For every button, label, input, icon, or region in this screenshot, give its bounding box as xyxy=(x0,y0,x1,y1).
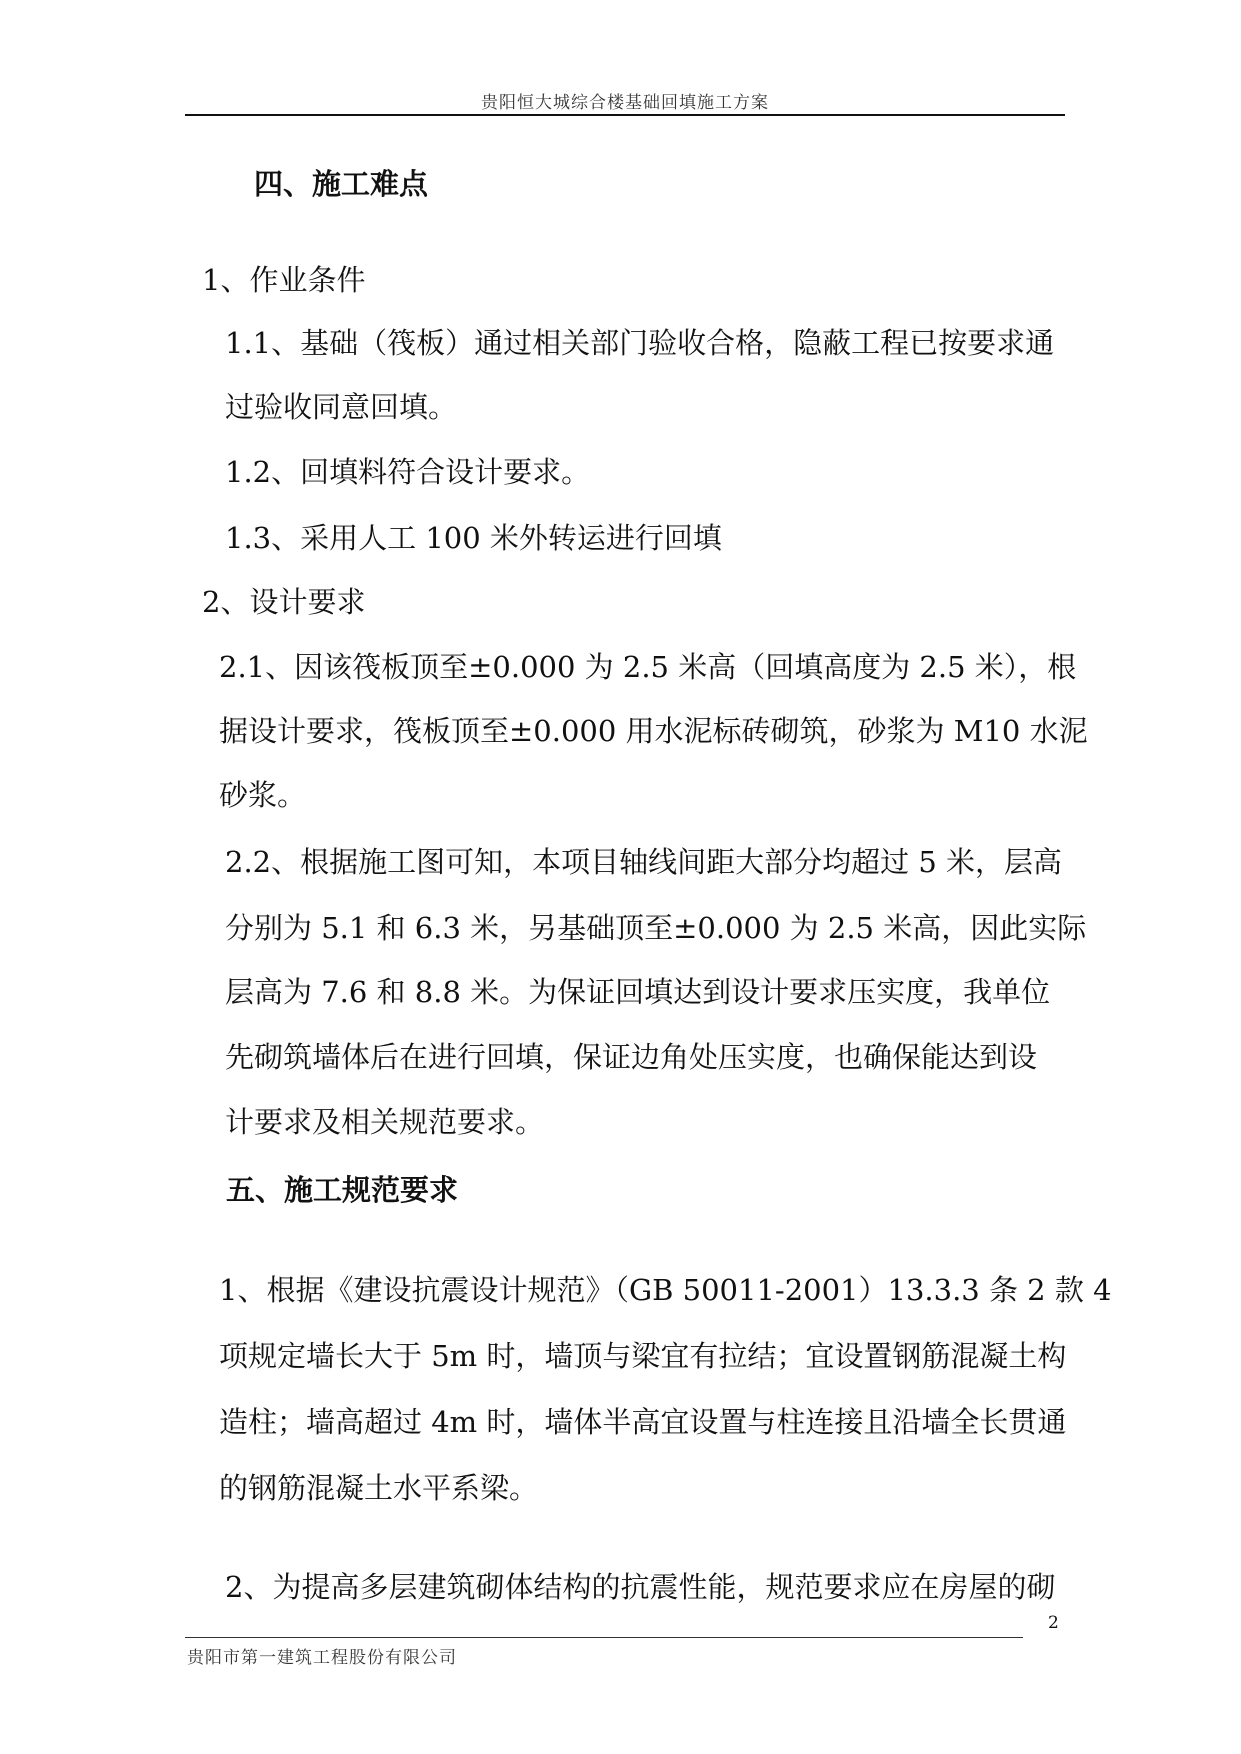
para-1-1-line2: 过验收同意回填。 xyxy=(225,390,458,424)
para-2-2-line5: 计要求及相关规范要求。 xyxy=(225,1105,545,1139)
section-4-heading: 四、施工难点 xyxy=(254,167,429,201)
page-header-title: 贵阳恒大城综合楼基础回填施工方案 xyxy=(481,93,769,113)
s5-para-1-line2: 项规定墙长大于 5m 时，墙顶与梁宜有拉结；宜设置钢筋混凝土构 xyxy=(219,1339,1067,1373)
footer-company: 贵阳市第一建筑工程股份有限公司 xyxy=(187,1648,457,1668)
s5-para-1-line1: 1、根据《建设抗震设计规范》（GB 50011-2001）13.3.3 条 2 款 4 xyxy=(219,1273,1112,1307)
para-2-1-line1: 2.1、因该筏板顶至±0.000 为 2.5 米高（回填高度为 2.5 米），根 xyxy=(219,650,1077,684)
item-1-title: 1、作业条件 xyxy=(202,263,366,297)
para-2-1-line2: 据设计要求，筏板顶至±0.000 用水泥标砖砌筑，砂浆为 M10 水泥 xyxy=(219,714,1088,748)
header-rule xyxy=(185,114,1065,116)
section-5-heading: 五、施工规范要求 xyxy=(226,1173,459,1207)
s5-para-2-line1: 2、为提高多层建筑砌体结构的抗震性能，规范要求应在房屋的砌 xyxy=(225,1570,1056,1604)
para-1-3: 1.3、采用人工 100 米外转运进行回填 xyxy=(225,521,722,555)
para-2-1-line3: 砂浆。 xyxy=(219,778,307,812)
para-2-2-line1: 2.2、根据施工图可知，本项目轴线间距大部分均超过 5 米，层高 xyxy=(225,845,1063,879)
item-2-title: 2、设计要求 xyxy=(202,585,366,619)
footer-rule xyxy=(185,1637,1023,1638)
para-2-2-line2: 分别为 5.1 和 6.3 米，另基础顶至±0.000 为 2.5 米高，因此实际 xyxy=(225,911,1087,945)
para-2-2-line4: 先砌筑墙体后在进行回填，保证边角处压实度，也确保能达到设 xyxy=(225,1040,1038,1074)
s5-para-1-line4: 的钢筋混凝土水平系梁。 xyxy=(219,1471,539,1505)
para-1-2: 1.2、回填料符合设计要求。 xyxy=(225,455,591,489)
s5-para-1-line3: 造柱；墙高超过 4m 时，墙体半高宜设置与柱连接且沿墙全长贯通 xyxy=(219,1405,1067,1439)
para-1-1-line1: 1.1、基础（筏板）通过相关部门验收合格，隐蔽工程已按要求通 xyxy=(225,326,1055,360)
para-2-2-line3: 层高为 7.6 和 8.8 米。为保证回填达到设计要求压实度，我单位 xyxy=(225,975,1051,1009)
page-number: 2 xyxy=(1048,1613,1059,1633)
